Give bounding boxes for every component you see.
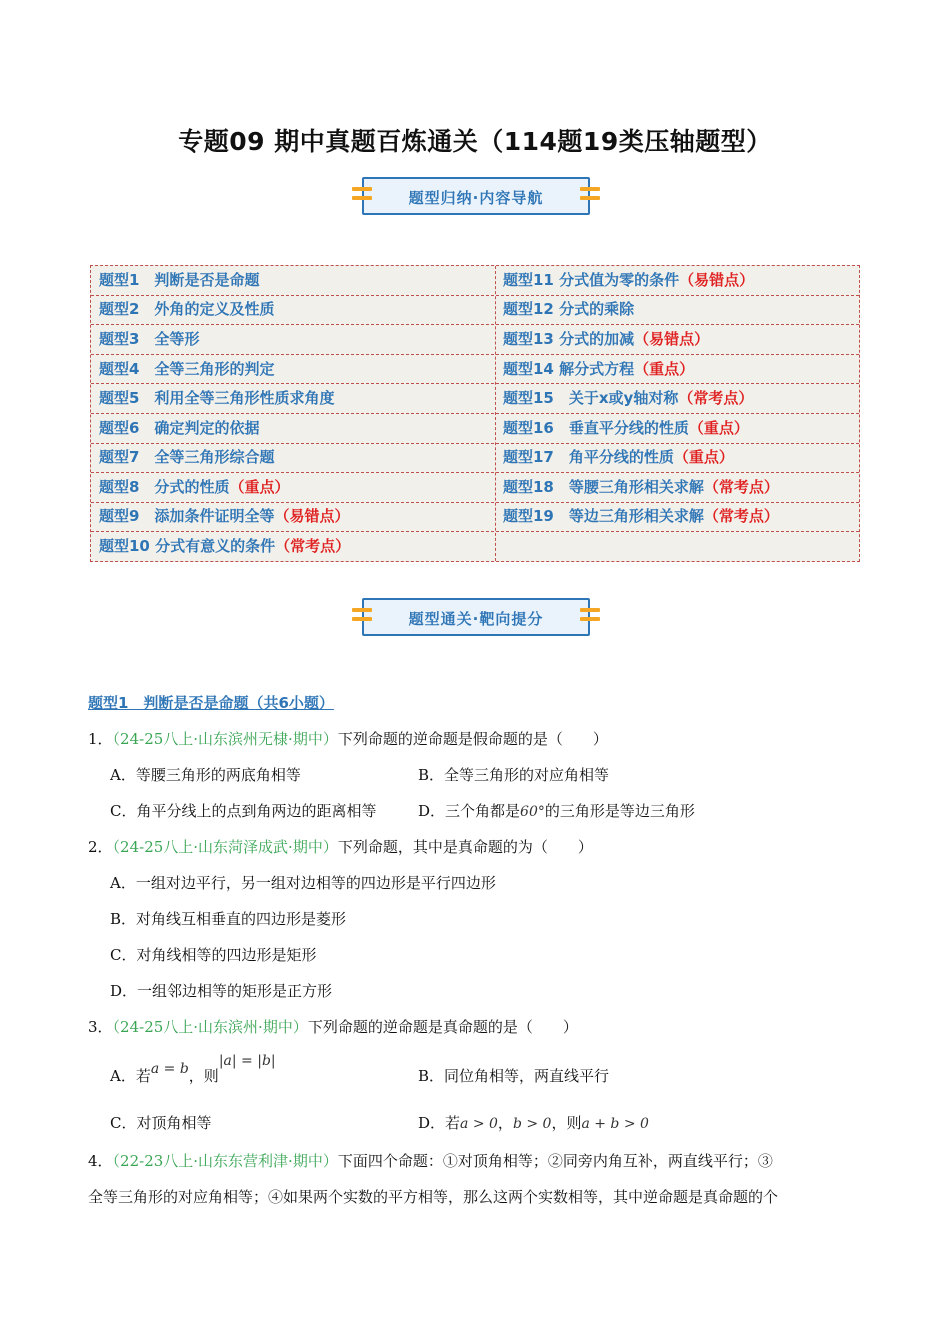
section-heading-topic1[interactable]: 题型1 判断是否是命题（共6小题）	[88, 694, 334, 712]
question-4-continued: 全等三角形的对应角相等；④如果两个实数的平方相等，那么这两个实数相等，其中逆命题是真命题的个	[88, 1188, 779, 1206]
topic-link-19[interactable]: 题型19 等边三角形相关求解（常考点）	[503, 507, 779, 525]
topic-link-10[interactable]: 题型10 分式有意义的条件（常考点）	[99, 537, 351, 555]
page-title: 专题09 期中真题百炼通关（114题19类压轴题型）	[178, 127, 772, 156]
topic-link-18[interactable]: 题型18 等腰三角形相关求解（常考点）	[503, 478, 779, 496]
topic-link-11[interactable]: 题型11 分式值为零的条件（易错点）	[503, 271, 755, 289]
q2-option-d: D．一组邻边相等的矩形是正方形	[110, 982, 333, 1000]
topic-link-8[interactable]: 题型8 分式的性质（重点）	[99, 478, 290, 496]
topic-link-15[interactable]: 题型15 关于x或y轴对称（常考点）	[503, 389, 754, 407]
q2-option-c: C．对角线相等的四边形是矩形	[110, 946, 317, 964]
topic-link-4[interactable]: 题型4 全等三角形的判定	[99, 360, 275, 378]
topic-link-13[interactable]: 题型13 分式的加减（易错点）	[503, 330, 710, 348]
topic-link-9[interactable]: 题型9 添加条件证明全等（易错点）	[99, 507, 350, 525]
q3-option-c: C．对顶角相等	[110, 1114, 212, 1132]
q2-option-a: A．一组对边平行，另一组对边相等的四边形是平行四边形	[110, 874, 496, 892]
q1-option-c: C．角平分线上的点到角两边的距离相等	[110, 802, 377, 820]
q1-option-b: B．全等三角形的对应角相等	[418, 766, 610, 784]
topic-index-table	[90, 265, 860, 562]
topic-link-12[interactable]: 题型12 分式的乘除	[503, 300, 635, 318]
q1-option-d: D．三个角都是60°的三角形是等边三角形	[418, 802, 695, 820]
topic-link-6[interactable]: 题型6 确定判定的依据	[99, 419, 260, 437]
question-2: 2．（24-25八上·山东菏泽成武·期中）下列命题，其中是真命题的为（ ）	[88, 838, 593, 856]
topic-link-5[interactable]: 题型5 利用全等三角形性质求角度	[99, 389, 335, 407]
q2-option-b: B．对角线互相垂直的四边形是菱形	[110, 910, 347, 928]
q3-option-b: B．同位角相等，两直线平行	[418, 1067, 610, 1085]
topic-link-3[interactable]: 题型3 全等形	[99, 330, 200, 348]
question-4: 4．（22-23八上·山东东营利津·期中）下面四个命题：①对顶角相等；②同旁内角互补，两直线平行；③	[88, 1152, 773, 1170]
banner-label: 题型归纳·内容导航	[408, 189, 544, 207]
question-1: 1．（24-25八上·山东滨州无棣·期中）下列命题的逆命题是假命题的是（ ）	[88, 730, 608, 748]
topic-link-7[interactable]: 题型7 全等三角形综合题	[99, 448, 275, 466]
section-banner-practice	[362, 598, 590, 636]
q3-option-d: D．若a > 0，b > 0，则a + b > 0	[418, 1114, 649, 1132]
banner-decoration-icon	[580, 608, 600, 628]
topic-link-2[interactable]: 题型2 外角的定义及性质	[99, 300, 275, 318]
banner-label: 题型通关·靶向提分	[408, 610, 544, 628]
banner-decoration-icon	[580, 187, 600, 207]
topic-link-16[interactable]: 题型16 垂直平分线的性质（重点）	[503, 419, 749, 437]
topic-link-17[interactable]: 题型17 角平分线的性质（重点）	[503, 448, 734, 466]
q3-option-a: A．若a = b，则|a| = |b|	[110, 1053, 276, 1085]
topic-link-14[interactable]: 题型14 解分式方程（重点）	[503, 360, 695, 378]
question-3: 3．（24-25八上·山东滨州·期中）下列命题的逆命题是真命题的是（ ）	[88, 1018, 578, 1036]
topic-link-1[interactable]: 题型1 判断是否是命题	[99, 271, 260, 289]
q1-option-a: A．等腰三角形的两底角相等	[110, 766, 301, 784]
section-banner-navigation	[362, 177, 590, 215]
